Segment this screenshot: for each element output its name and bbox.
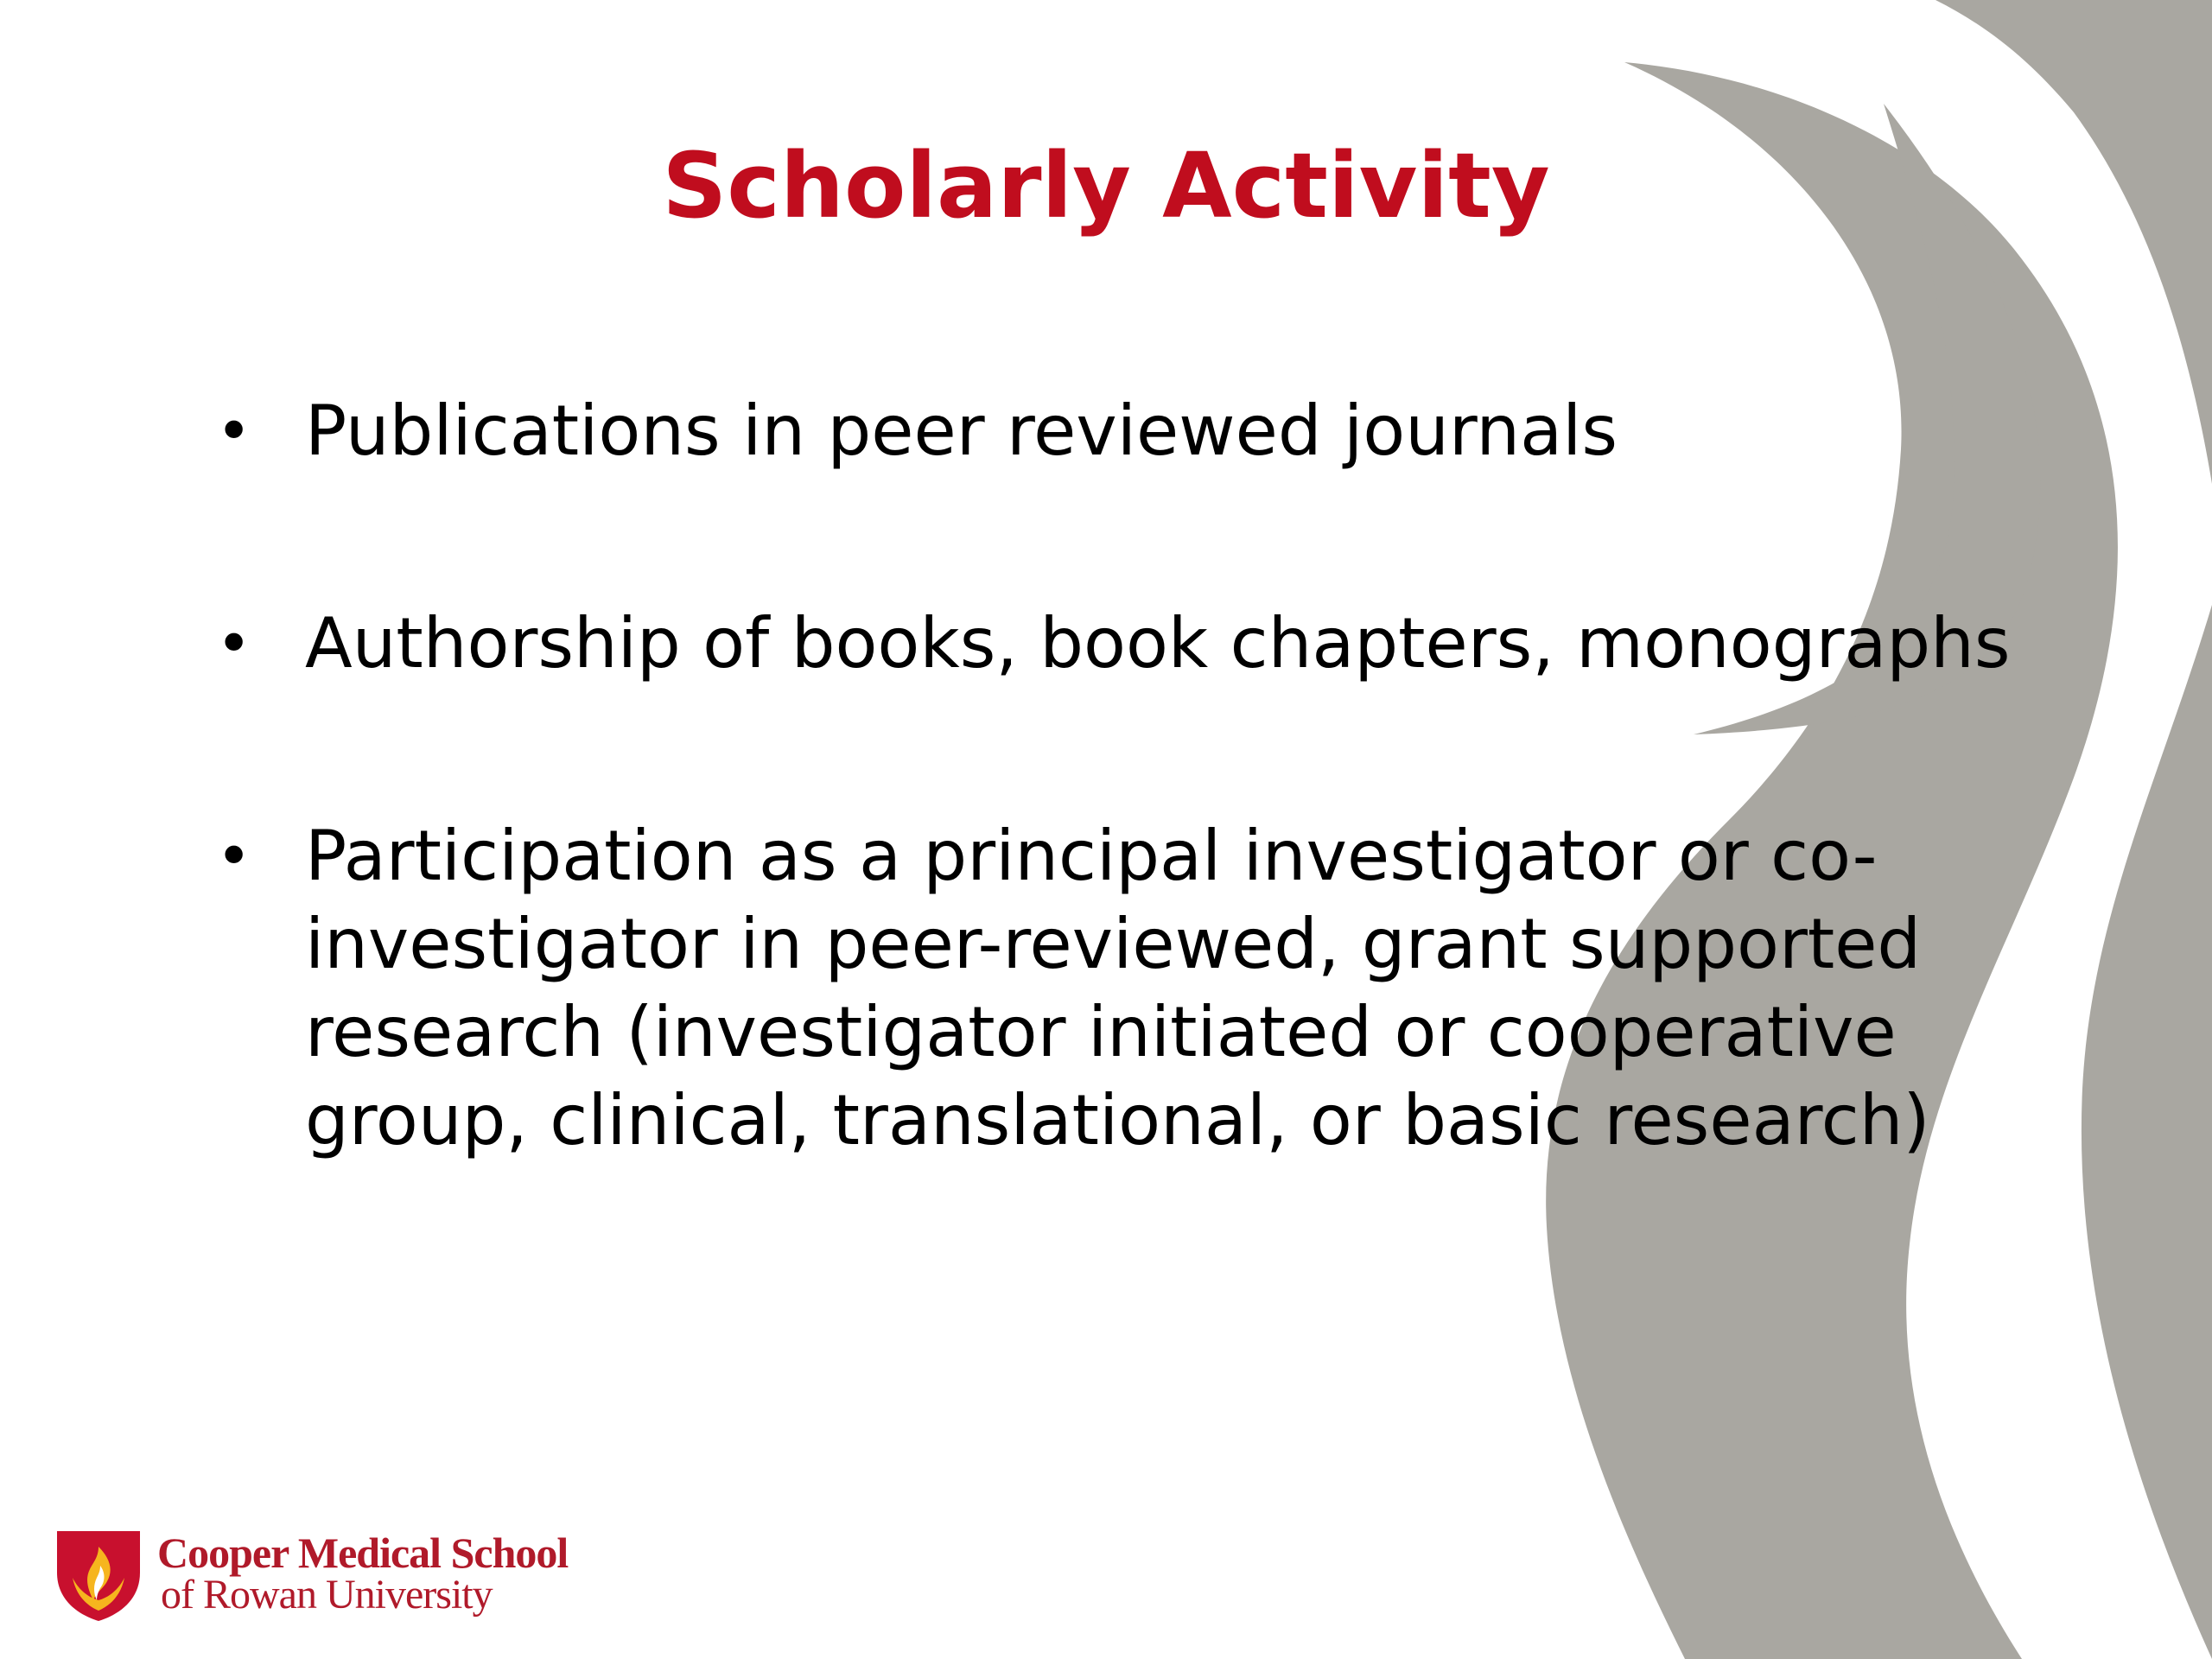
school-logo [54,1528,589,1623]
slide-title: Scholarly Activity [662,133,1550,238]
bullet-item [216,387,2074,475]
bullet-item [216,812,2074,1165]
bullet-text: Authorship of books, book chapters, monographs [305,603,2011,683]
flame-shape-right-lower [2082,605,2212,1659]
bullet-text: Participation as a principal investigator or co-investigator in peer-reviewed, grant supported research (investigator initiated or cooperative group, clinical, translational, or basic research) [305,816,1930,1160]
bullet-marker: • [216,396,252,467]
bullet-list [216,387,2074,1289]
bullet-item [216,600,2074,688]
shield-flame-icon [54,1528,143,1623]
bullet-marker: • [216,608,252,679]
logo-text-line1: Cooper Medical School [157,1529,569,1577]
bullet-text: Publications in peer reviewed journals [305,391,1618,471]
bullet-marker: • [216,821,252,892]
logo-text-line2: of Rowan University [161,1572,493,1618]
